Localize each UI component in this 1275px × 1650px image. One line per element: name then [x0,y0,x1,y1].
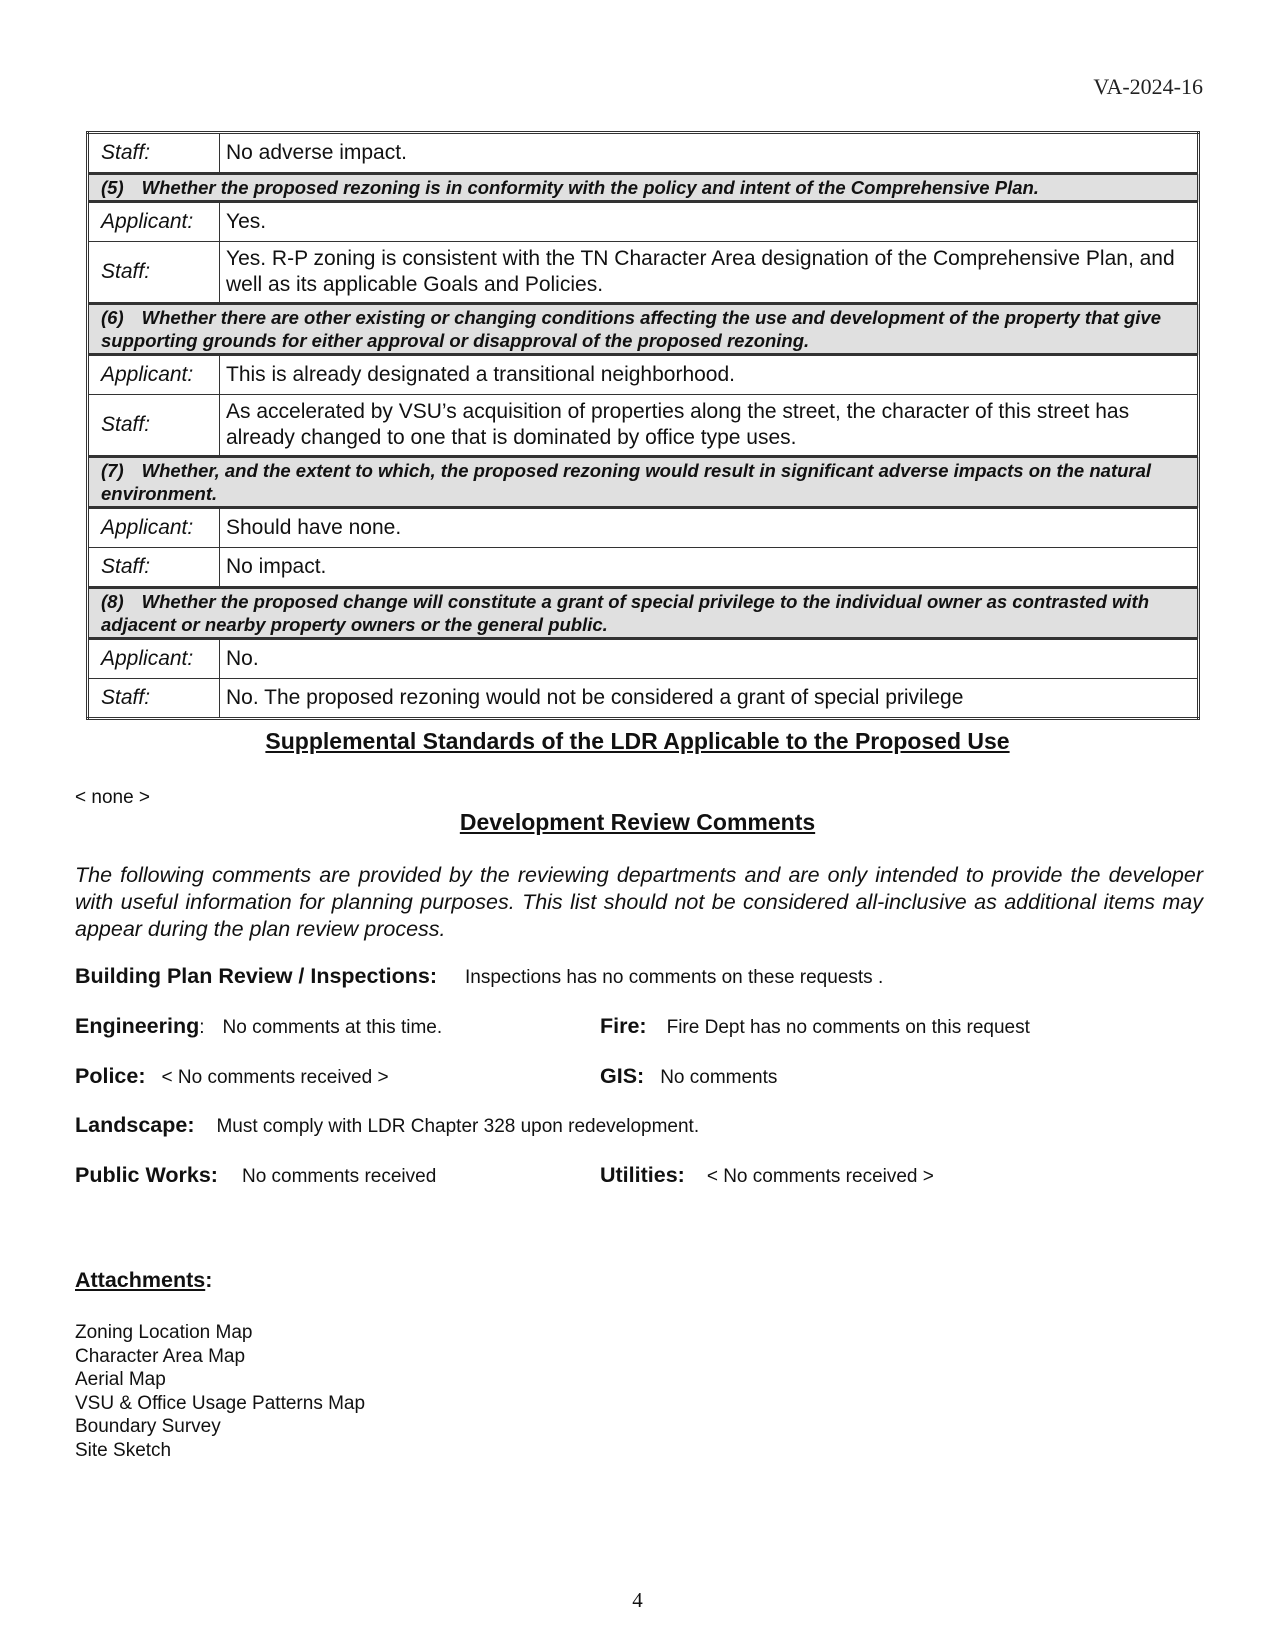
comment-gis [600,1064,777,1089]
table-row [88,395,1199,457]
list-item: VSU & Office Usage Patterns Map [75,1392,366,1414]
comment-label-colon: : [199,1017,205,1038]
attachments-title-colon: : [205,1268,213,1292]
criterion-question: Whether, and the extent to which, the proposed rezoning would result in significant adverse impacts on the natural environment. [101,460,1152,504]
comment-label: Engineering [75,1014,200,1038]
staff-response: No. The proposed rezoning would not be considered a grant of special privilege [220,679,1199,719]
criterion-question-row [88,588,1199,639]
comment-value: No comments at this time. [222,1017,443,1038]
applicant-response: This is already designated a transitional neighborhood. [220,355,1199,395]
applicant-label: Applicant: [88,202,220,242]
attachments-heading [75,1268,212,1293]
comment-police [75,1064,389,1089]
comment-label: Fire: [600,1014,647,1038]
comment-fire [600,1014,1030,1039]
supplemental-standards-heading: Supplemental Standards of the LDR Applicable to the Proposed Use [265,728,1010,754]
comment-value: No comments received [241,1166,437,1187]
criterion-number: (7) [101,460,124,481]
comment-landscape [75,1113,699,1138]
criterion-number: (6) [101,307,124,328]
list-item: Character Area Map [75,1345,246,1367]
applicant-response: Yes. [220,202,1199,242]
comment-value: Must comply with LDR Chapter 328 upon redevelopment. [216,1116,700,1137]
comment-value: Inspections has no comments on these requests . [464,967,884,988]
comment-value: No comments [660,1067,778,1088]
criterion-question: Whether there are other existing or changing conditions affecting the use and development of the property that give supporting grounds for either approval or disapproval of the proposed rezoning. [101,307,1161,351]
criterion-number: (8) [101,591,124,612]
comment-label: Building Plan Review / Inspections: [75,964,437,988]
staff-response: Yes. R-P zoning is consistent with the TN Character Area designation of the Comprehensive Plan, and well as its applicable Goals and Policies. [220,242,1199,304]
list-item: Aerial Map [75,1369,166,1391]
attachments-title: Attachments [75,1268,206,1292]
comment-value: < No comments received > [706,1166,934,1187]
staff-response: No impact. [220,548,1199,588]
table-row [88,639,1199,679]
comment-label: Landscape: [75,1113,195,1137]
page-number: 4 [632,1588,643,1612]
list-item: Zoning Location Map [75,1322,253,1343]
criterion-question: Whether the proposed rezoning is in conformity with the policy and intent of the Comprehensive Plan. [141,177,1039,198]
criterion-number: (5) [101,177,124,198]
criterion-question-row [88,174,1199,202]
list-item: Boundary Survey [75,1416,221,1438]
applicant-label: Applicant: [88,508,220,548]
comment-value: < No comments received > [161,1067,389,1088]
applicant-response: Should have none. [220,508,1199,548]
document-id: VA-2024-16 [1093,74,1203,99]
supplemental-standards-value: < none > [75,787,151,808]
comment-label: Police: [75,1064,146,1088]
comment-label: Public Works: [75,1163,218,1187]
applicant-label: Applicant: [88,639,220,679]
criterion-question-row [88,304,1199,355]
comment-label: Utilities: [600,1163,685,1187]
criteria-table [86,131,1200,720]
staff-response: As accelerated by VSU’s acquisition of properties along the street, the character of this street has already changed to one that is dominated by office type uses. [220,395,1199,457]
table-row [88,133,1199,174]
staff-label: Staff: [88,679,220,719]
table-row [88,508,1199,548]
comment-value: Fire Dept has no comments on this request [666,1017,1030,1038]
comment-building [75,964,883,989]
table-row [88,202,1199,242]
staff-label: Staff: [88,395,220,457]
comment-label: GIS: [600,1064,645,1088]
list-item: Site Sketch [75,1439,172,1461]
comment-public-works [75,1163,436,1188]
criterion-question-row [88,457,1199,508]
applicant-response: No. [220,639,1199,679]
table-row [88,242,1199,304]
staff-label: Staff: [88,133,220,174]
table-row [88,679,1199,719]
criterion-question: Whether the proposed change will constitute a grant of special privilege to the individual owner as contrasted with adjacent or nearby property owners or the general public. [101,591,1149,635]
comment-utilities [600,1163,934,1188]
table-row [88,355,1199,395]
applicant-label: Applicant: [88,355,220,395]
staff-label: Staff: [88,548,220,588]
staff-label: Staff: [88,242,220,304]
comment-engineering [75,1014,442,1039]
table-row [88,548,1199,588]
development-review-heading: Development Review Comments [459,809,816,835]
staff-response: No adverse impact. [220,133,1199,174]
attachments-list [75,1321,365,1463]
review-intro-paragraph: The following comments are provided by the reviewing departments and are only intended to provide the developer with useful information for planning purposes. This list should not be considered all-inclusive as additional items may appear during the plan review process. [75,863,1203,941]
